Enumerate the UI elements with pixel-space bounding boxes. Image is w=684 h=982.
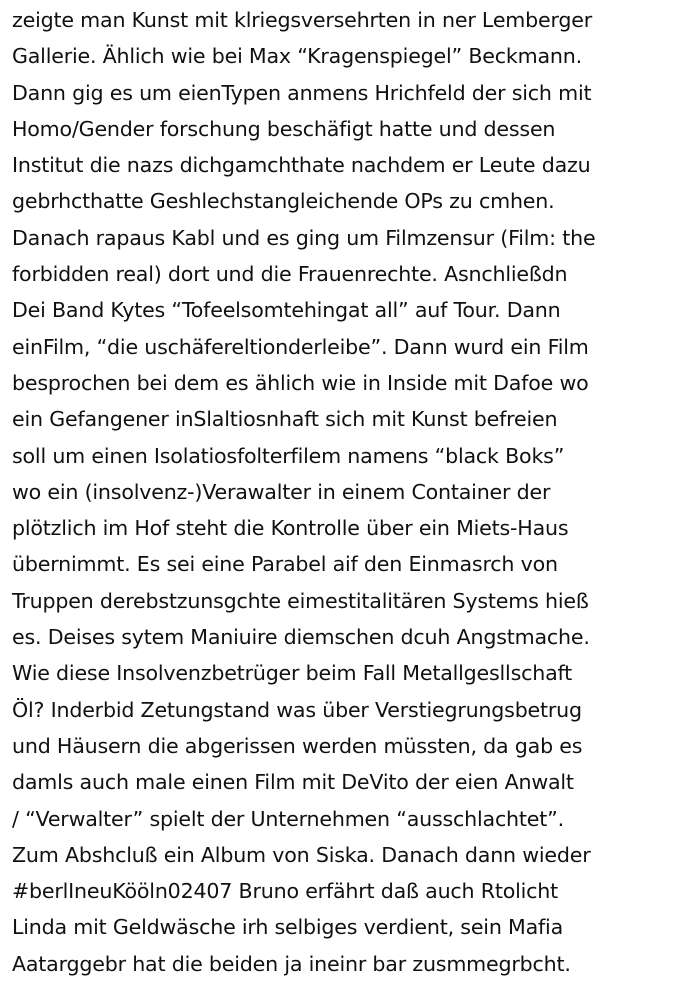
text-line: einFilm, “die uschäfereltionderleibe”. Dann wurd ein Film xyxy=(12,334,589,359)
text-line: Zum Abshcluß ein Album von Siska. Danach dann wieder xyxy=(12,842,591,867)
text-line: Linda mit Geldwäsche irh selbiges verdient, sein Mafia xyxy=(12,915,563,940)
text-line: gebrhcthatte Geshlechstangleichende OPs zu cmhen. xyxy=(12,189,555,214)
text-line: besprochen bei dem es ählich wie in Inside mit Dafoe wo xyxy=(12,370,589,395)
text-line: und Häusern die abgerissen werden müssten, da gab es xyxy=(12,733,583,758)
text-line: #berlIneuKööln02407 Bruno erfährt daß auch Rtolicht xyxy=(12,879,559,904)
text-line: Aatarggebr hat die beiden ja ineinr bar zusmmegrbcht. xyxy=(12,951,571,976)
body-text xyxy=(12,2,680,982)
text-line: Truppen derebstzunsgchte eimestitalitären Systems hieß xyxy=(12,588,589,613)
text-line: Dann gig es um eienTypen anmens Hrichfeld der sich mit xyxy=(12,80,592,105)
text-line: Danach rapaus Kabl und es ging um Filmzensur (Film: the xyxy=(12,225,596,250)
text-line: Öl? Inderbid Zetungstand was über Verstiegrungsbetrug xyxy=(12,697,582,722)
text-line: ein Gefangener inSlaltiosnhaft sich mit Kunst befreien xyxy=(12,407,558,432)
text-line: Gallerie. Ählich wie bei Max “Kragenspiegel” Beckmann. xyxy=(12,44,582,69)
text-line: zeigte man Kunst mit klriegsversehrten in ner Lemberger xyxy=(12,8,593,32)
text-line: plötzlich im Hof steht die Kontrolle über ein Miets-Haus xyxy=(12,516,569,541)
text-line: Wie diese Insolvenzbetrüger beim Fall Metallgesllschaft xyxy=(12,661,573,686)
text-line: Homo/Gender forschung beschäfigt hatte und dessen xyxy=(12,116,556,141)
text-line: Institut die nazs dichgamchthate nachdem er Leute dazu xyxy=(12,153,591,178)
text-line: wo ein (insolvenz-)Verawalter in einem Container der xyxy=(12,479,551,504)
text-line: forbidden real) dort und die Frauenrechte. Asnchließdn xyxy=(12,262,568,287)
text-line: Dei Band Kytes “Tofeelsomtehingat all” auf Tour. Dann xyxy=(12,298,561,323)
text-line: übernimmt. Es sei eine Parabel aif den Einmasrch von xyxy=(12,552,558,577)
text-line: soll um einen Isolatiosfolterfilem namens “black Boks” xyxy=(12,443,565,468)
text-line: es. Deises sytem Maniuire diemschen dcuh Angstmache. xyxy=(12,625,590,650)
text-line: damls auch male einen Film mit DeVito der eien Anwalt xyxy=(12,770,574,795)
text-line: / “Verwalter” spielt der Unternehmen “ausschlachtet”. xyxy=(12,806,564,831)
